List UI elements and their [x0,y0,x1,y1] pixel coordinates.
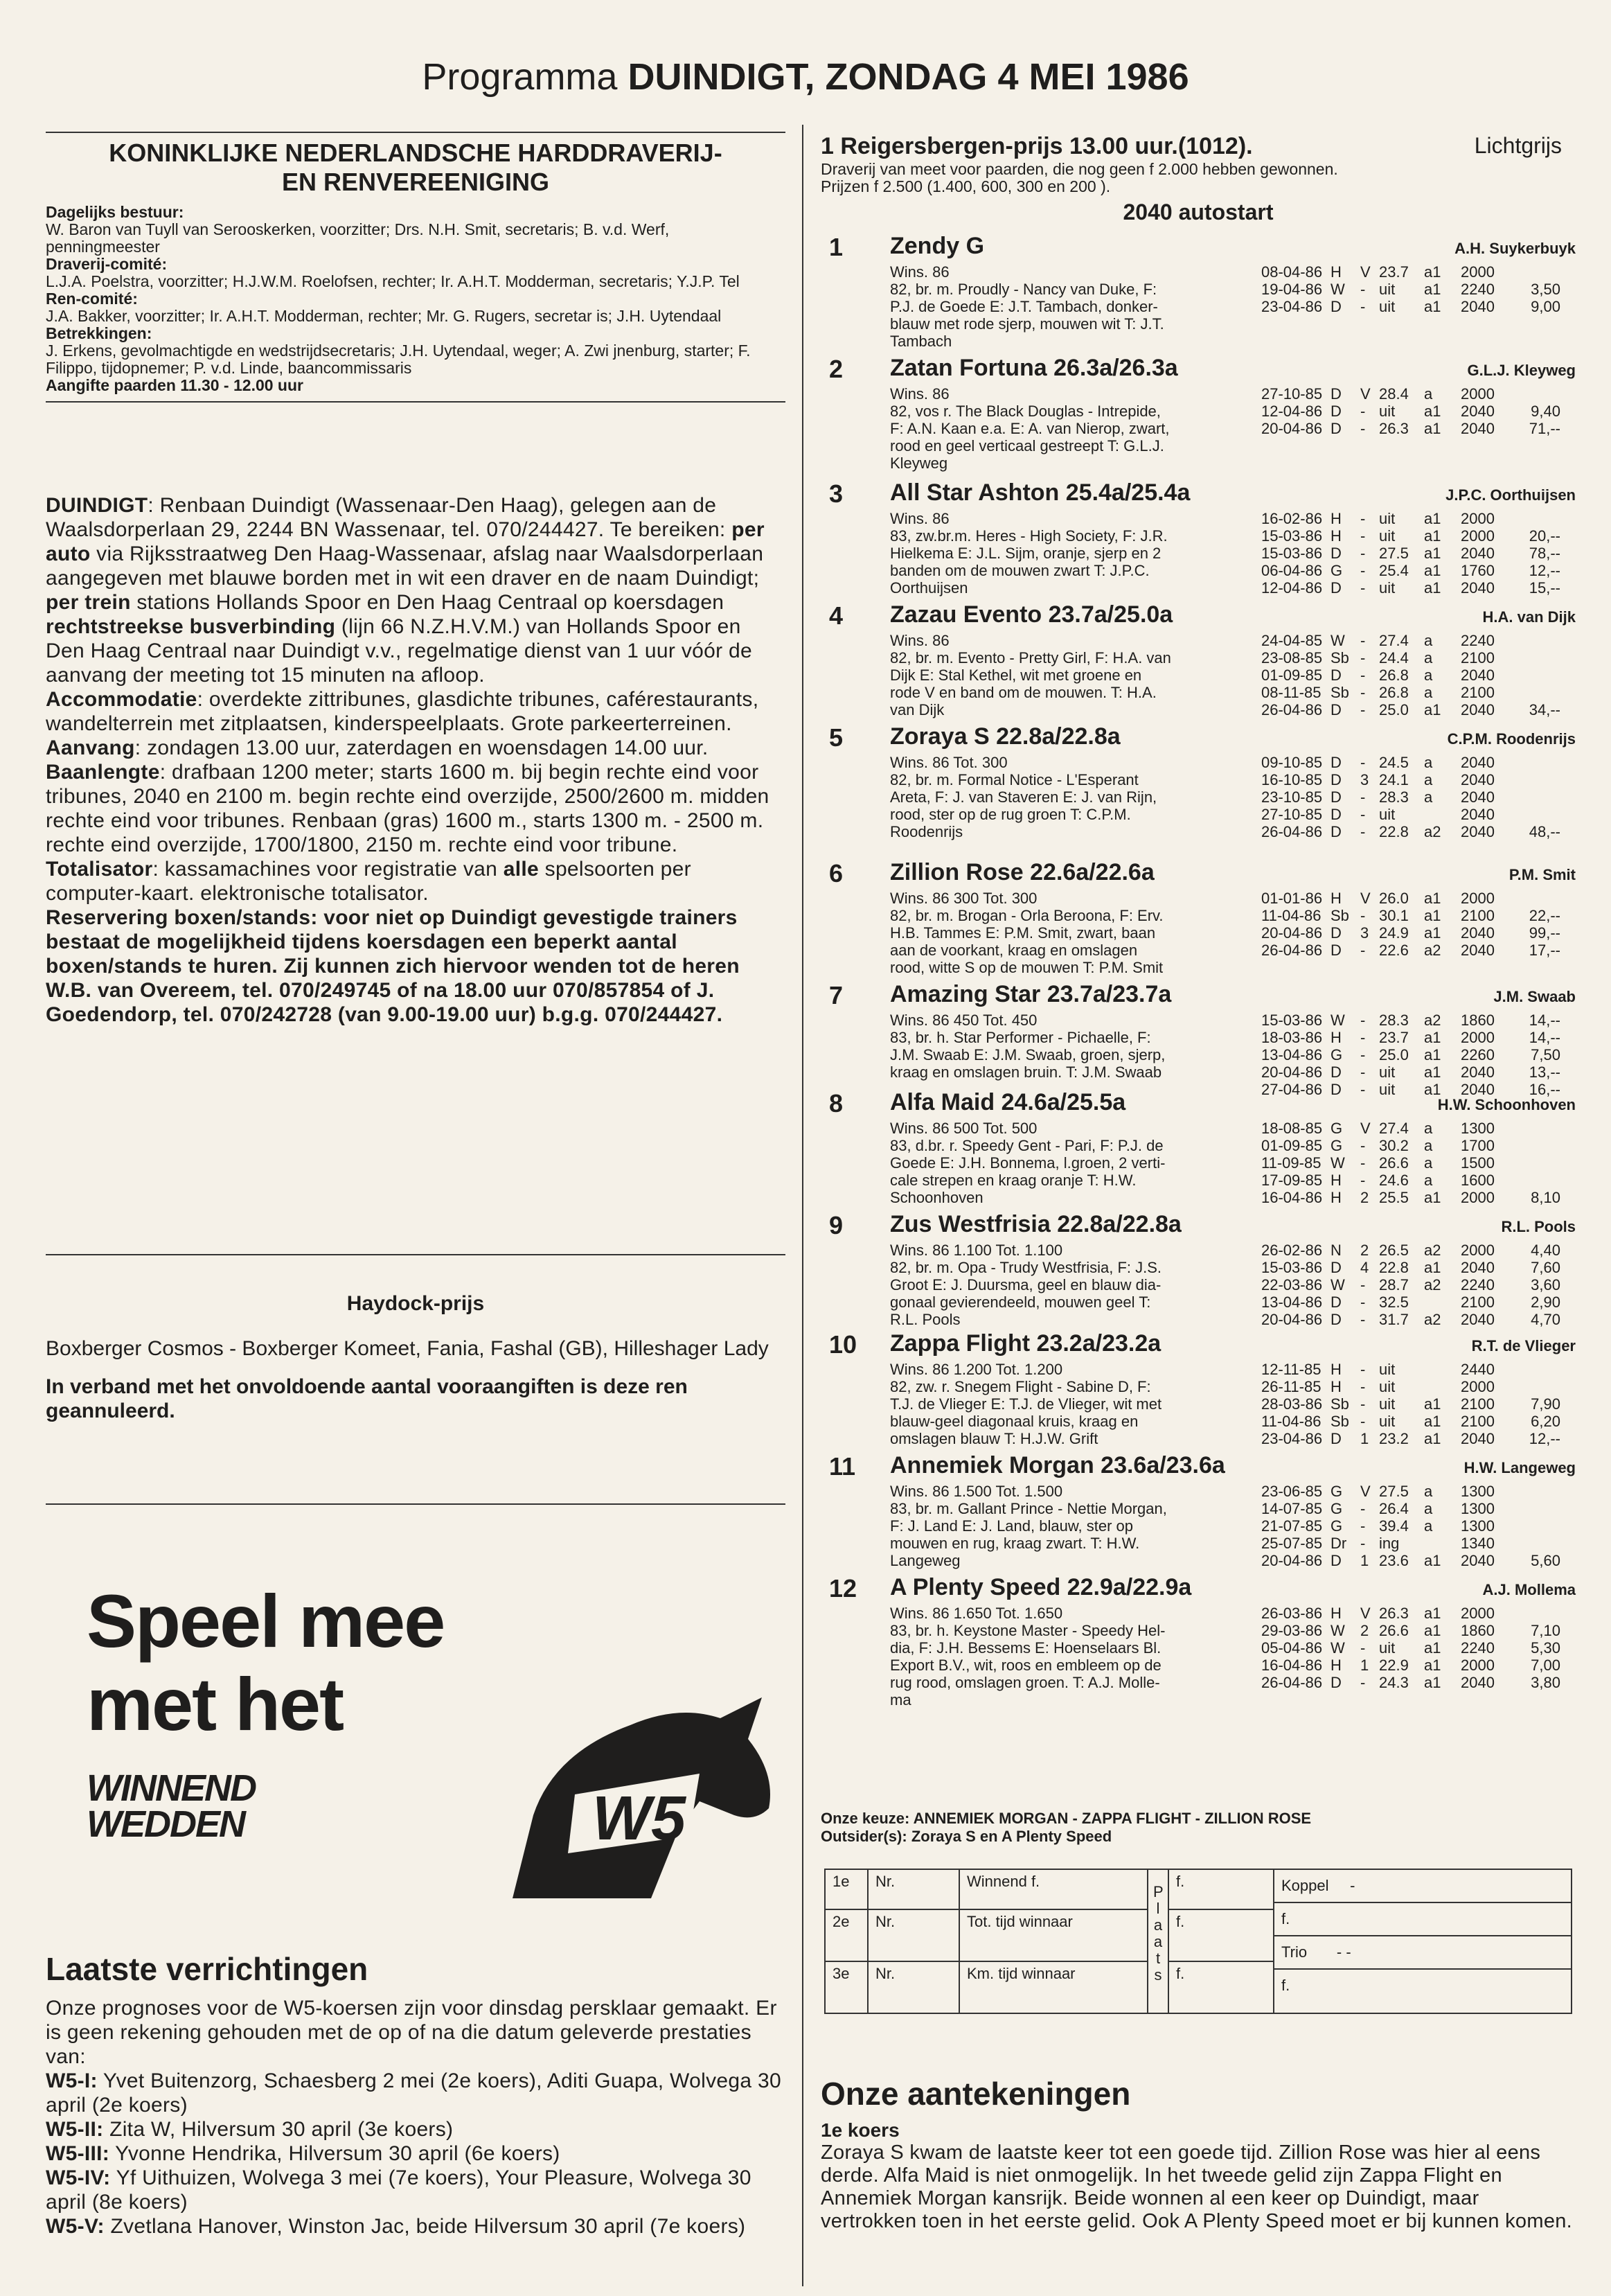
laatste-item: W5-III: Yvonne Hendrika, Hilversum 30 april (6e koers) [46,2142,560,2165]
info-p2: Accommodatie: overdekte zittribunes, glasdichte tribunes, caférestaurants, wandelterrein met zitplaatsen, kinderspeelplaats. Grote parkeerterreinen. Aanvang: zondagen 13.00 uur, zaterdagen en woensdagen 14.00 uur. [46,688,759,759]
horse-number: 7 [829,981,844,1009]
horse-name: Zendy G [890,233,985,259]
horse-name: Zappa Flight 23.2a/23.2a [890,1330,1161,1357]
horse-name: Zatan Fortuna 26.3a/26.3a [890,355,1178,381]
divider [46,132,785,133]
org-section-heading: Betrekkingen: [46,324,152,342]
org-section-text: W. Baron van Tuyll van Serooskerken, voorzitter; Drs. N.H. Smit, secretaris; B. v.d. Werf, penningmeester [46,220,670,256]
horse-trainer: A.J. Mollema [1482,1581,1576,1598]
race-start: 2040 autostart [1123,200,1274,224]
laatste-block [46,1950,785,2238]
laatste-title: Laatste verrichtingen [46,1951,368,1987]
race-color: Lichtgrijs [1474,133,1562,158]
info-p4: Totalisator: kassamachines voor registratie van alle spelsoorten per computer-kaart. elektronische totalisator. [46,858,691,905]
horse-description: Wins. 86 1.200 Tot. 1.200 82, zw. r. Snegem Flight - Sabine D, F: T.J. de Vlieger E: T.J. de Vlieger, wit met blauw-geel diagonaal kruis, kraag en omslagen blauw T: H.J.W. Grift [890,1361,1162,1447]
org-section-text: J. Erkens, gevolmachtigde en wedstrijdsecretaris; J.H. Uytendaal, weger; A. Zwi jnenburg, starter; F. Filippo, tijdopnemer; P. v.d. Linde, baancommissaris [46,342,751,377]
horse-trainer: R.L. Pools [1501,1218,1576,1235]
haydock-entries: Boxberger Cosmos - Boxberger Komeet, Fania, Fashal (GB), Hilleshager Lady [46,1337,769,1360]
notes-title: Onze aantekeningen [821,2076,1131,2112]
info-p3: Baanlengte: drafbaan 1200 meter; starts 1600 m. bij begin rechte eind voor tribunes, 2040 en 2100 m. begin rechte eind overzijde, 2500/2600 m. midden rechte eind voor tribunes. Renbaan (gras) 1600 m., starts 1300 m. - 2500 m. rechte eind overzijde, 1700/1800, 2150 m. rechte eind voor tribune. [46,761,769,856]
divider [46,1503,785,1505]
org-sections [46,204,785,377]
w5-advertisement: Speel mee met het WINNEND WEDDEN [87,1579,445,1845]
horse-name: Annemiek Morgan 23.6a/23.6a [890,1452,1225,1478]
horse-number: 5 [829,723,844,752]
horse-trainer: R.T. de Vlieger [1471,1337,1576,1354]
haydock-block [46,1292,785,1423]
horse-trainer: P.M. Smit [1508,866,1576,883]
horse-description: Wins. 86 83, zw.br.m. Heres - High Society, F: J.R. Hielkema E: J.L. Sijm, oranje, sjerp en 2 banden om de mouwen zwart T: J.P.C. Oorthuijsen [890,510,1168,597]
horse-description: Wins. 86 82, br. m. Proudly - Nancy van Duke, F: P.J. de Goede E: J.T. Tambach, donker- blauw met rode sjerp, mouwen wit T: J.T. Tambach [890,263,1164,350]
horse-number: 8 [829,1089,844,1118]
aangifte: Aangifte paarden 11.30 - 12.00 uur [46,376,303,394]
org-section-heading: Draverij-comité: [46,255,168,273]
haydock-title: Haydock-prijs [346,1292,485,1315]
horse-description: Wins. 86 1.500 Tot. 1.500 83, br. m. Gallant Prince - Nettie Morgan, F: J. Land E: J. Land, blauw, ster op mouwen en rug, kraag zwart. T: H.W. Langeweg [890,1483,1167,1569]
horse-number: 4 [829,601,844,630]
horse-trainer: G.L.J. Kleyweg [1467,362,1576,379]
w5-horse-logo [471,1690,776,1905]
plaats-label: Plaats [1148,1869,1168,2013]
horse-number: 12 [829,1574,857,1602]
horse-number: 1 [829,233,844,261]
horse-name: Zillion Rose 22.6a/22.6a [890,859,1155,885]
laatste-items [46,2069,785,2238]
w5-logo-text: W5 [592,1784,686,1853]
horse-name: Amazing Star 23.7a/23.7a [890,981,1172,1007]
race-title: 1 Reigersbergen-prijs 13.00 uur.(1012). [821,133,1253,159]
horse-description: Wins. 86 300 Tot. 300 82, br. m. Brogan - Orla Beroona, F: Erv. H.B. Tammes E: P.M. Smit, zwart, baan aan de voorkant, kraag en omslagen rood, witte S op de mouwen T: P.M. Smit [890,890,1164,976]
horse-name: Zus Westfrisia 22.8a/22.8a [890,1211,1182,1237]
laatste-item: W5-I: Yvet Buitenzorg, Schaesberg 2 mei (2e koers), Aditi Guapa, Wolvega 30 april (2e koers) [46,2069,781,2117]
laatste-item: W5-II: Zita W, Hilversum 30 april (3e koers) [46,2118,454,2141]
organization-block [46,132,785,403]
horse-description: Wins. 86 1.650 Tot. 1.650 83, br. h. Keystone Master - Speedy Hel- dia, F: J.H. Bessems E: Hoenselaars Bl. Export B.V., wit, roos en embleem op de rug rood, omslagen groen. T: A.J. Molle- ma [890,1605,1166,1708]
org-section-heading: Dagelijks bestuur: [46,203,184,221]
info-block [46,493,785,1027]
horse-trainer: H.W. Schoonhoven [1437,1096,1576,1113]
haydock-note: In verband met het onvoldoende aantal vooraangiften is deze ren geannuleerd. [46,1375,688,1422]
notes-block [821,2075,1576,2233]
horse-name: Alfa Maid 24.6a/25.5a [890,1089,1126,1115]
notes-text: Zoraya S kwam de laatste keer tot een goede tijd. Zillion Rose was hier al eens derde. Alfa Maid is niet onmogelijk. In het tweede gelid zijn Zappa Flight en Annemiek Morgan kansrijk. Beide wonnen al een keer op Duindigt, maar vertrokken toen in het eerste gelid. Ook A Plenty Speed moet er bij kunnen komen. [821,2142,1573,2232]
onze-keuze: Onze keuze: ANNEMIEK MORGAN - ZAPPA FLIGHT - ZILLION ROSE Outsider(s): Zoraya S en A Plenty Speed [821,1810,1312,1845]
race-block [821,133,1576,225]
horse-trainer: H.A. van Dijk [1482,608,1576,626]
horse-description: Wins. 86 Tot. 300 82, br. m. Formal Notice - L'Esperant Areta, F: J. van Staveren E: J. van Rijn, rood, ster op de rug groen T: C.P.M. Roodenrijs [890,754,1157,840]
org-section-text: J.A. Bakker, voorzitter; Ir. A.H.T. Modderman, rechter; Mr. G. Rugers, secretar is; J.H. Uytendaal [46,307,722,325]
horse-number: 2 [829,355,844,383]
laatste-intro: Onze prognoses voor de W5-koersen zijn voor dinsdag persklaar gemaakt. Er is geen rekening gehouden met de op of na die datum geleverde prestaties van: [46,1997,777,2068]
laatste-item: W5-V: Zvetlana Hanover, Winston Jac, beide Hilversum 30 april (7e koers) [46,2215,746,2238]
notes-sub: 1e koers [821,2119,900,2141]
horse-name: Zazau Evento 23.7a/25.0a [890,601,1173,628]
horse-trainer: C.P.M. Roodenrijs [1447,730,1576,748]
horse-description: Wins. 86 500 Tot. 500 83, d.br. r. Speedy Gent - Pari, F: P.J. de Goede E: J.H. Bonnema, l.groen, 2 verti- cale strepen en kraag oranje T: H.W. Schoonhoven [890,1120,1166,1206]
org-section-heading: Ren-comité: [46,290,138,308]
info-p5: Reservering boxen/stands: voor niet op Duindigt gevestigde trainers bestaat de mogelijkheid tijdens koersdagen een beperkt aantal boxen/stands te huren. Zij kunnen zich hiervoor wenden tot de heren W.B. van Overeem, tel. 070/249745 of na 18.00 uur 070/857854 of J. Goedendorp, tel. 070/242728 (van 9.00-19.00 uur) b.g.g. 070/244427. [46,906,740,1026]
horse-trainer: A.H. Suykerbuyk [1454,240,1576,257]
page-title: Programma DUINDIGT, ZONDAG 4 MEI 1986 [422,56,1189,98]
laatste-item: W5-IV: Yf Uithuizen, Wolvega 3 mei (7e koers), Your Pleasure, Wolvega 30 april (8e koers) [46,2166,751,2214]
race-conditions: Draverij van meet voor paarden, die nog geen f 2.000 hebben gewonnen. Prijzen f 2.500 (1.400, 600, 300 en 200 ). [821,160,1338,195]
divider [46,1254,785,1255]
horse-name: A Plenty Speed 22.9a/22.9a [890,1574,1192,1600]
horse-number: 6 [829,859,844,888]
horse-trainer: J.P.C. Oorthuijsen [1445,486,1576,504]
org-name: KONINKLIJKE NEDERLANDSCHE HARDDRAVERIJ- EN RENVEREENIGING [109,139,722,196]
horse-description: Wins. 86 450 Tot. 450 83, br. h. Star Performer - Pichaelle, F: J.M. Swaab E: J.M. Swaab, groen, sjerp, kraag en omslagen bruin. T: J.M. Swaab [890,1012,1166,1081]
horse-number: 10 [829,1330,857,1359]
horse-description: Wins. 86 82, br. m. Evento - Pretty Girl, F: H.A. van Dijk E: Stal Kethel, wit met groene en rode V en band om de mouwen. T: H.A. van Dijk [890,632,1171,718]
horse-description: Wins. 86 82, vos r. The Black Douglas - Intrepide, F: A.N. Kaan e.a. E: A. van Nierop, zwart, rood en geel verticaal gestreept T: G.L.J. Kleyweg [890,385,1170,472]
horse-number: 3 [829,479,844,508]
horse-description: Wins. 86 1.100 Tot. 1.100 82, br. m. Opa - Trudy Westfrisia, F: J.S. Groot E: J. Duursma, geel en blauw dia- gonaal gevierendeeld, mouwen geel T: R.L. Pools [890,1242,1162,1328]
org-section-text: L.J.A. Poelstra, voorzitter; H.J.W.M. Roelofsen, rechter; Ir. A.H.T. Modderman, secretaris; Y.J.P. Tel [46,272,740,290]
results-table: 1e Nr. Winnend f. Plaats f. Koppel - f. Trio - - f. 2e Nr. Tot. tijd winnaar f. 3e Nr. Km. tijd winnaar f. [824,1869,1572,2014]
column-divider [802,125,803,2286]
horse-trainer: J.M. Swaab [1493,988,1576,1005]
horse-number: 9 [829,1211,844,1239]
divider [46,401,785,403]
info-p1: DUINDIGT: Renbaan Duindigt (Wassenaar-Den Haag), gelegen aan de Waalsdorperlaan 29, 2244 BN Wassenaar, tel. 070/244427. Te bereiken: per auto via Rijksstraatweg Den Haag-Wassenaar, afslag naar Waalsdorperlaan aangegeven met blauwe borden met in wit een draver en de naam Duindigt; per trein stations Hollands Spoor en Den Haag Centraal op koersdagen rechtstreekse busverbinding (lijn 66 N.Z.H.V.M.) van Hollands Spoor en Den Haag Centraal naar Duindigt v.v., regelmatige dienst van 1 uur vóór de aanvang der meeting tot 15 minuten na afloop. [46,494,765,687]
koppel-trio-cell: Koppel - f. Trio - - f. [1274,1869,1572,2013]
horse-list: 1 Zendy G A.H. Suykerbuyk Wins. 86 82, br. m. Proudly - Nancy van Duke, F: P.J. de Goede E: J.T. Tambach, donker- blauw met rode sjerp, mouwen wit T: J.T. Tambach 08-04-86 H V 23.7 a1 2000 19-04-86 W - uit a1 2240 3,50 23-04-86 D - uit a1 2040 9,00 2 Zatan Fortuna 26.3a/26.3a G.L.J. Kleyweg Wins. 86 82, vos r. The Black Douglas - Intrepide, F: A.N. Kaan e.a. E: A. van Nierop, zwart, rood en geel verticaal gestreept T: G.L.J. Kleyweg 27-10-85 D V 28.4 a 2000 12-04-86 D - uit a1 2040 9,40 20-04-86 D - 26.3 a1 2040 71,-- 3 All Star Ashton 25.4a/25.4a J.P.C. Oorthuijsen Wins. 86 83, zw.br.m. Heres - High Society, F: J.R. Hielkema E: J.L. Sijm, oranje, sjerp en 2 banden om de mouwen zwart T: J.P.C. Oorthuijsen 16-02-86 H - uit a1 2000 15-03-86 H - uit a1 2000 20,-- 15-03-86 D - 27.5 a1 2040 78,-- 06-04-86 G - 25.4 a1 1760 12,-- 12-04-86 D - uit a1 2040 15,-- 4 Zazau Evento 23.7a/25.0a H.A. van Dijk Wins. 86 82, br. m. Evento - Pretty Girl, F: H.A. van Dijk E: Stal Kethel, wit met groene en rode V en band om de mouwen. T: H.A. van Dijk 24-04-85 W - 27.4 a 2240 23-08-85 Sb - 24.4 a 2100 01-09-85 D - 26.8 a 2040 08-11-85 Sb - 26.8 a 2100 26-04-86 D - 25.0 a1 2040 34,-- 5 Zoraya S 22.8a/22.8a C.P.M. Roodenrijs Wins. 86 Tot. 300 82, br. m. Formal Notice - L'Esperant Areta, F: J. van Staveren E: J. van Rijn, rood, ster op de rug groen T: C.P.M. Roodenrijs 09-10-85 D - 24.5 a 2040 16-10-85 D 3 24.1 a 2040 23-10-85 D - 28.3 a 2040 27-10-85 D - uit 2040 26-04-86 D - 22.8 a2 2040 48,-- 6 Zillion Rose 22.6a/22.6a P.M. Smit Wins. 86 300 Tot. 300 82, br. m. Brogan - Orla Beroona, F: Erv. H.B. Tammes E: P.M. Smit, zwart, baan aan de voorkant, kraag en omslagen rood, witte S op de mouwen T: P.M. Smit 01-01-86 H V 26.0 a1 2000 11-04-86 Sb - 30.1 a1 2100 22,-- 20-04-86 D 3 24.9 a1 2040 99,-- 26-04-86 D - 22.6 a2 2040 17,-- 7 Amazing Star 23.7a/23.7a J.M. Swaab Wins. 86 450 Tot. 450 83, br. h. Star Performer - Pichaelle, F: J.M. Swaab E: J.M. Swaab, groen, sjerp, kraag en omslagen bruin. T: J.M. Swaab 15-03-86 W - 28.3 a2 1860 14,-- 18-03-86 H - 23.7 a1 2000 14,-- 13-04-86 G - 25.0 a1 2260 7,50 20-04-86 D - uit a1 2040 13,-- 27-04-86 D - uit a1 2040 16,-- 8 Alfa Maid 24.6a/25.5a H.W. Schoonhoven Wins. 86 500 Tot. 500 83, d.br. r. Speedy Gent - Pari, F: P.J. de Goede E: J.H. Bonnema, l.groen, 2 verti- cale strepen en kraag oranje T: H.W. Schoonhoven 18-08-85 G V 27.4 a 1300 01-09-85 G - 30.2 a 1700 11-09-85 W - 26.6 a 1500 17-09-85 H - 24.6 a 1600 16-04-86 H 2 25.5 a1 2000 8,10 9 Zus Westfrisia 22.8a/22.8a R.L. Pools Wins. 86 1.100 Tot. 1.100 82, br. m. Opa - Trudy Westfrisia, F: J.S. Groot E: J. Duursma, geel en blauw dia- gonaal gevierendeeld, mouwen geel T: R.L. Pools 26-02-86 N 2 26.5 a2 2000 4,40 15-03-86 D 4 22.8 a1 2040 7,60 22-03-86 W - 28.7 a2 2240 3,60 13-04-86 D - 32.5 2100 2,90 20-04-86 D - 31.7 a2 2040 4,70 10 Zappa Flight 23.2a/23.2a R.T. de Vlieger Wins. 86 1.200 Tot. 1.200 82, zw. r. Snegem Flight - Sabine D, F: T.J. de Vlieger E: T.J. de Vlieger, wit met blauw-geel diagonaal kruis, kraag en omslagen blauw T: H.J.W. Grift 12-11-85 H - uit 2440 26-11-85 H - uit 2000 28-03-86 Sb - uit a1 2100 7,90 11-04-86 Sb - uit a1 2100 6,20 23-04-86 D 1 23.2 a1 2040 12,-- 11 Annemiek Morgan 23.6a/23.6a H.W. Langeweg Wins. 86 1.500 Tot. 1.500 83, br. m. Gallant Prince - Nettie Morgan, F: J. Land E: J. Land, blauw, ster op mouwen en rug, kraag zwart. T: H.W. Langeweg 23-06-85 G V 27.5 a 1300 14-07-85 G - 26.4 a 1300 21-07-85 G - 39.4 a 1300 25-07-85 Dr - ing 1340 20-04-86 D 1 23.6 a1 2040 5,60 12 A Plenty Speed 22.9a/22.9a A.J. Mollema Wins. 86 1.650 Tot. 1.650 83, br. h. Keystone Master - Speedy Hel- dia, F: J.H. Bessems E: Hoenselaars Bl. Export B.V., wit, roos en embleem op de rug rood, omslagen groen. T: A.J. Molle- ma 26-03-86 H V 26.3 a1 2000 29-03-86 W 2 26.6 a1 1860 7,10 05-04-86 W - uit a1 2240 5,30 16-04-86 H 1 22.9 a1 2000 7,00 26-04-86 D - 24.3 a1 2040 3,80 [829,233,1576,1708]
horse-name: Zoraya S 22.8a/22.8a [890,723,1121,750]
ad-subtitle: WINNEND WEDDEN [87,1767,256,1845]
horse-number: 11 [829,1452,856,1481]
horse-trainer: H.W. Langeweg [1463,1459,1576,1476]
horse-name: All Star Ashton 25.4a/25.4a [890,479,1191,506]
